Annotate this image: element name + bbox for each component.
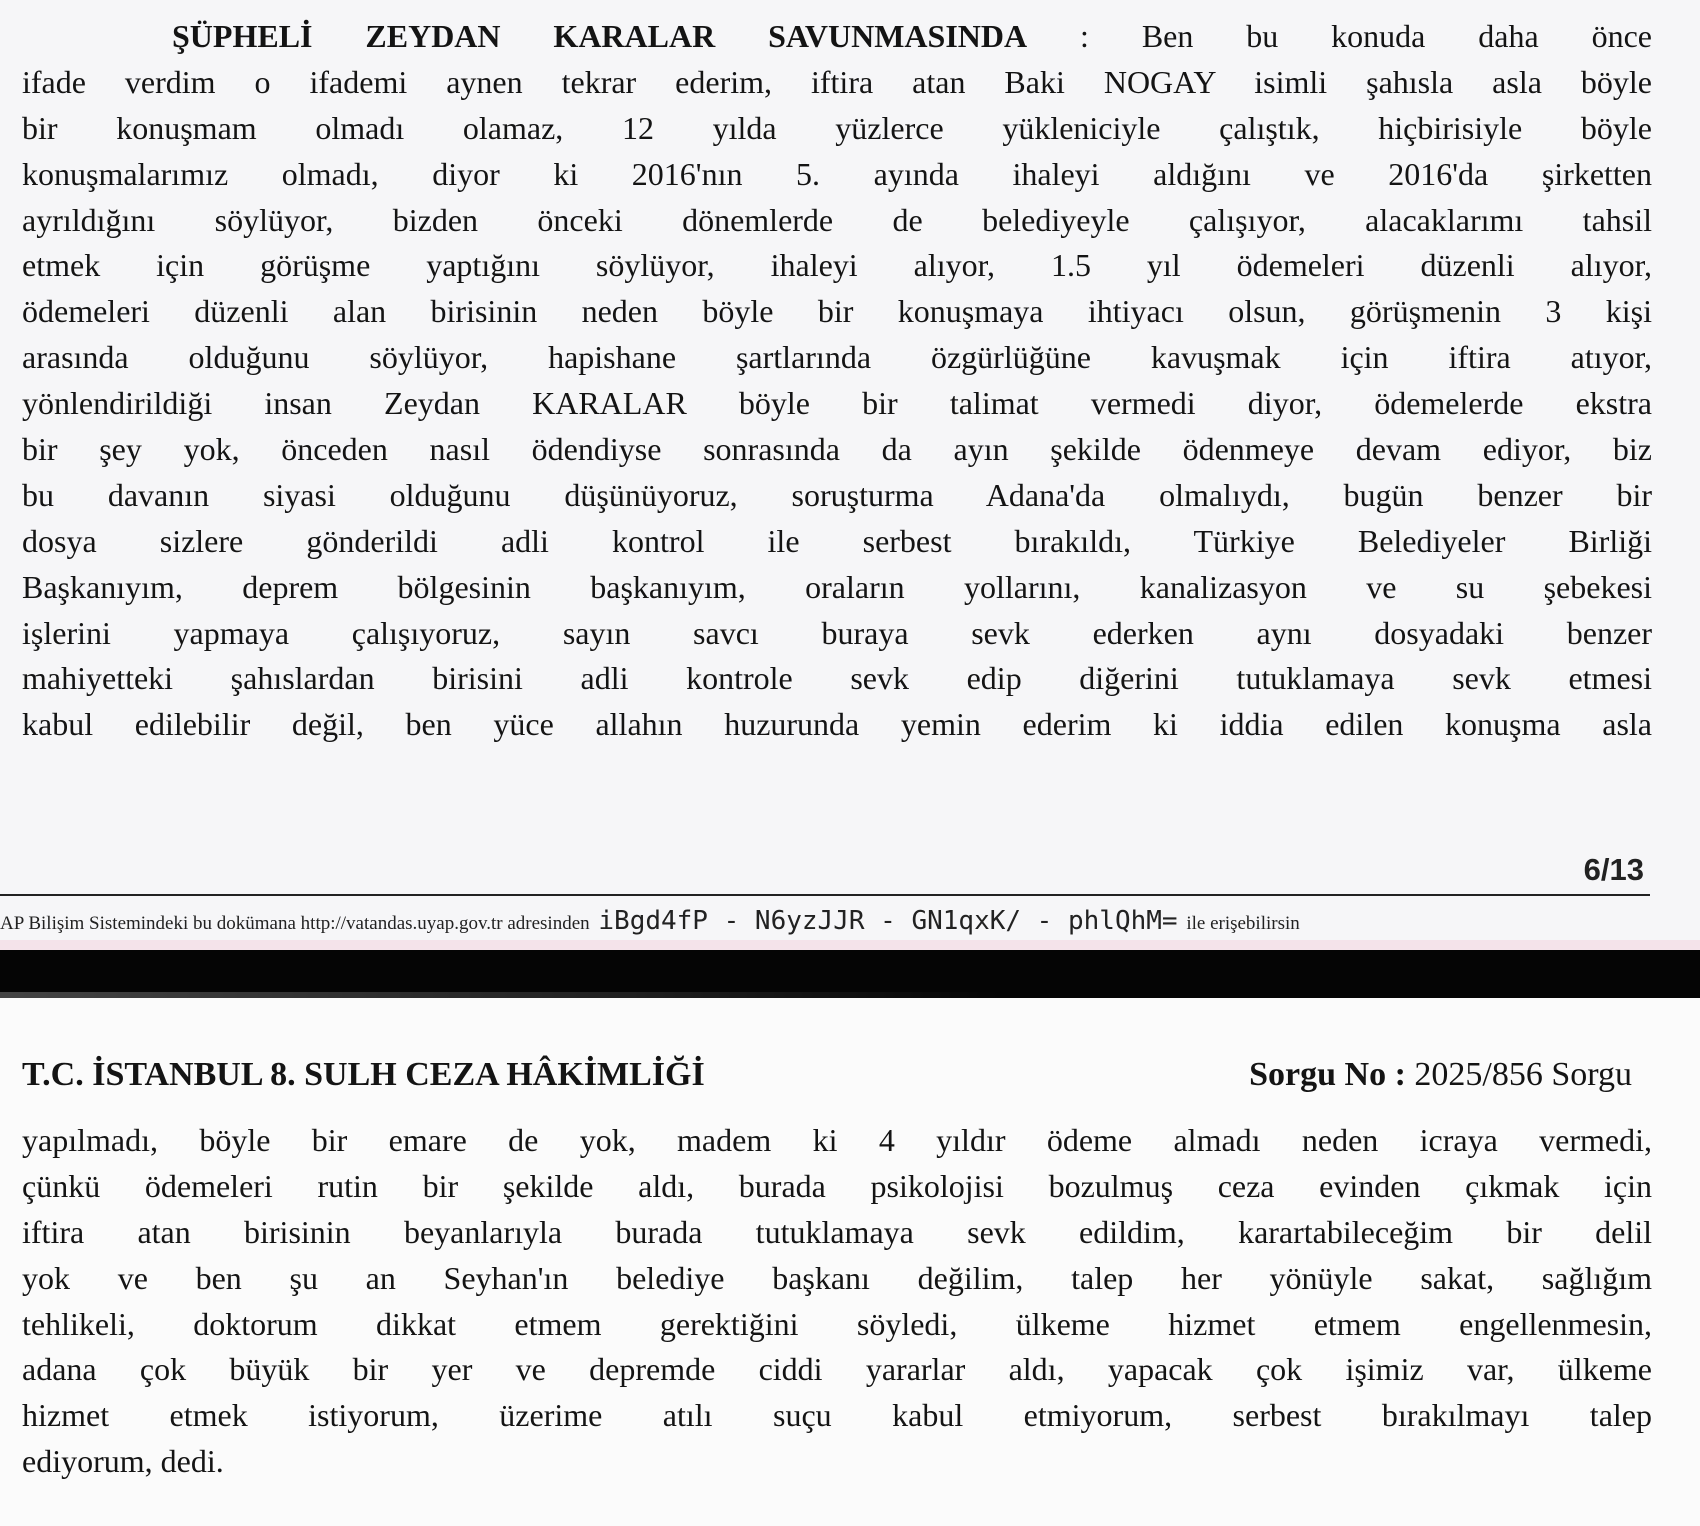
statement-line: bir şey yok, önceden nasıl ödendiyse sonrasında da ayın şekilde ödenmeye devam ediyor, biz (22, 431, 1652, 468)
footer-divider (0, 894, 1650, 896)
sorgu-value: 2025/856 Sorgu (1405, 1056, 1632, 1093)
statement-line: yönlendirildiği insan Zeydan KARALAR böyle bir talimat vermedi diyor, ödemelerde ekstra (22, 385, 1652, 422)
statement-line: çünkü ödemeleri rutin bir şekilde aldı, burada psikolojisi bozulmuş ceza evinden çıkmak için (22, 1167, 1652, 1204)
statement-line: ödemeleri düzenli alan birisinin neden böyle bir konuşmaya ihtiyacı olsun, görüşmenin 3 kişi (22, 293, 1652, 330)
uyap-footer (0, 906, 1700, 940)
page-separator (0, 950, 1700, 998)
footer-prefix: AP Bilişim Sistemindeki bu dokümana http://vatandas.uyap.gov.tr adresinden (0, 913, 590, 934)
page-number: 6/13 (1583, 852, 1644, 887)
statement-line: dosya sizlere gönderildi adli kontrol ile serbest bırakıldı, Türkiye Belediyeler Birliği (22, 522, 1652, 559)
statement-line: yok ve ben şu an Seyhan'ın belediye başkanı değilim, talep her yönüyle sakat, sağlığım (22, 1259, 1652, 1296)
statement-line: işlerini yapmaya çalışıyoruz, sayın savcı buraya sevk ederken aynı dosyadaki benzer (22, 614, 1652, 651)
statement-line: bir konuşmam olmadı olamaz, 12 yılda yüzlerce yükleniciyle çalıştık, hiçbirisiyle böyle (22, 109, 1652, 146)
statement-line: yapılmadı, böyle bir emare de yok, madem ki 4 yıldır ödeme almadı neden icraya vermedi, (22, 1122, 1652, 1158)
statement-line: Başkanıyım, deprem bölgesinin başkanıyım, oraların yollarını, kanalizasyon ve su şebekesi (22, 568, 1652, 605)
document-page-7 (0, 998, 1700, 1526)
statement-line: ŞÜPHELİ ZEYDAN KARALAR SAVUNMASINDA : Ben bu konuda daha önce (172, 18, 1652, 54)
statement-line: ayrıldığını söylüyor, bizden önceki dönemlerde de belediyeyle çalışıyor, alacaklarımı tahsil (22, 201, 1652, 238)
statement-line: iftira atan birisinin beyanlarıyla burada tutuklamaya sevk edildim, karartabileceğim bir delil (22, 1213, 1652, 1250)
suspect-heading: ŞÜPHELİ ZEYDAN KARALAR SAVUNMASINDA (172, 18, 1028, 54)
statement-line: ifade verdim o ifademi aynen tekrar ederim, iftira atan Baki NOGAY isimli şahısla asla böyle (22, 63, 1652, 100)
page-header (22, 1056, 1632, 1104)
document-access-code: iBgd4fP - N6yzJJR - GN1qxK/ - phlQhM= (598, 906, 1178, 936)
sorgu-label: Sorgu No : (1249, 1056, 1406, 1093)
statement-line: arasında olduğunu söylüyor, hapishane şartlarında özgürlüğüne kavuşmak için iftira atıyor, (22, 339, 1652, 376)
defense-statement-text (22, 14, 1652, 748)
statement-line: etmek için görüşme yaptığını söylüyor, ihaleyi alıyor, 1.5 yıl ödemeleri düzenli alıyor, (22, 247, 1652, 284)
statement-line: bu davanın siyasi olduğunu düşünüyoruz, soruşturma Adana'da olmalıydı, bugün benzer bir (22, 476, 1652, 513)
defense-statement-continued (22, 1118, 1652, 1485)
statement-line: mahiyetteki şahıslardan birisini adli kontrole sevk edip diğerini tutuklamaya sevk etmesi (22, 660, 1652, 697)
statement-line: hizmet etmek istiyorum, üzerime atılı suçu kabul etmiyorum, serbest bırakılmayı talep (22, 1397, 1652, 1434)
court-title: T.C. İSTANBUL 8. SULH CEZA HÂKİMLİĞİ (22, 1056, 705, 1093)
statement-line: ediyorum, dedi. (22, 1443, 224, 1480)
statement-line: kabul edilebilir değil, ben yüce allahın huzurunda yemin ederim ki iddia edilen konuşma asla (22, 706, 1652, 743)
statement-line: adana çok büyük bir yer ve depremde ciddi yararlar aldı, yapacak çok işimiz var, ülkeme (22, 1351, 1652, 1388)
footer-suffix: ile erişebilirsin (1186, 913, 1300, 934)
statement-line: tehlikeli, doktorum dikkat etmem gerektiğini söyledi, ülkeme hizmet etmem engellenmesin, (22, 1305, 1652, 1342)
statement-line: konuşmalarımız olmadı, diyor ki 2016'nın 5. ayında ihaleyi aldığını ve 2016'da şirketten (22, 155, 1652, 192)
page-edge-band (0, 940, 1700, 950)
sorgu-number (1249, 1056, 1632, 1094)
